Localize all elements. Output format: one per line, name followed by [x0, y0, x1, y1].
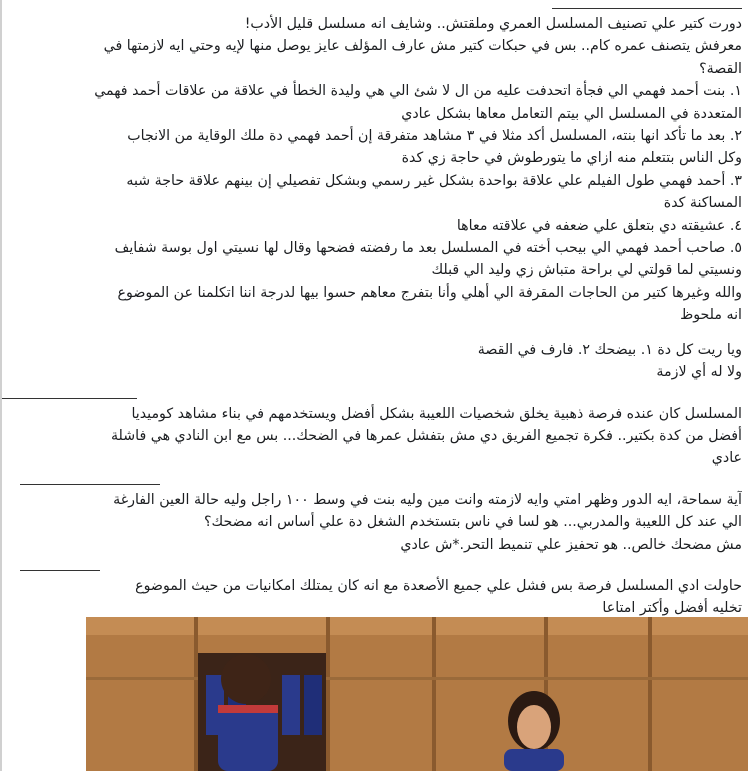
post-line: ٣. أحمد فهمي طول الفيلم علي علاقة بواحدة بشكل غير رسمي وبشكل تفصيلي إن بينهم علاقة حاجة شبه — [126, 172, 742, 189]
post-line: المساكنة كدة — [663, 195, 742, 212]
locker-room-photo — [86, 617, 748, 771]
post-line: انه ملحوظ — [680, 307, 742, 324]
post-line: ٢. بعد ما تأكد انها بنته، المسلسل أكد مثلا في ٣ مشاهد متفرقة إن أحمد فهمي دة ملك الوقاية من الانجاب — [127, 128, 742, 145]
post-line: تخليه أفضل وأكتر امتاعا — [602, 600, 742, 617]
post-section-3 — [2, 489, 750, 556]
post-line: آية سماحة، ايه الدور وظهر امتي وايه لازمته وانت مين وليه بنت في وسط ١٠٠ راجل وليه حالة العين الفارغة — [113, 491, 742, 508]
post-line: أفضل من كدة بكتير.. فكرة تجميع الفريق دي مش بتفشل عمرها في الضحك... بس مع ابن النادي هي فاشلة — [110, 427, 742, 444]
post-line: المسلسل كان عنده فرصة ذهبية يخلق شخصيات اللعيبة بشكل أفضل ويستخدمهم في بناء مشاهد كوميديا — [131, 405, 742, 422]
post-line: ونسيتي لما قولتي لي براحة متباش زي وليد الي قبلك — [431, 262, 742, 279]
man-head — [221, 654, 271, 704]
post-photo[interactable] — [86, 617, 748, 771]
top-separator — [552, 8, 742, 9]
post-line: ٥. صاحب أحمد فهمي الي بيحب أخته في المسلسل بعد ما رفضته فضحها وقال لها نسيتي اول بوسة شفايف — [114, 240, 742, 257]
post-line: معرفش يتصنف عمره كام.. بس في حبكات كتير مش عارف المؤلف عايز يوصل منها لإيه وحتي ايه لازمتها في — [103, 38, 742, 55]
post-line: والله وغيرها كتير من الحاجات المقرفة الي أهلي وأنا بتفرج معاهم حسوا بيها لدرجة اننا اتكلمنا عن الموضوع — [117, 284, 742, 301]
post-line: حاولت ادي المسلسل فرصة بس فشل علي جميع الأصعدة مع انه كان يمتلك امكانيات من حيث الموضوع — [135, 577, 742, 594]
post-line: ٤. عشيقته دي بتعلق علي ضعفه في علاقته معاها — [456, 217, 742, 234]
post-line: ولا له أي لازمة — [656, 364, 742, 381]
post-line: الي عند كل اللعيبة والمدربي... هو لسا في ناس بتستخدم الشغل دة علي أساس انه مضحك؟ — [204, 514, 742, 531]
post-section-4 — [2, 575, 750, 620]
post-section-2 — [2, 403, 750, 470]
section-separator — [20, 484, 160, 485]
post-section-1 — [2, 13, 750, 384]
post-line: دورت كتير علي تصنيف المسلسل العمري وملقتش.. وشايف انه مسلسل قليل الأدب! — [244, 16, 742, 32]
blank-line — [10, 327, 742, 339]
post-line: وكل الناس بتتعلم منه ازاي ما يتورطوش في حاجة زي كدة — [401, 150, 742, 167]
post-line: ويا ريت كل دة ١. بيضحك ٢. فارف في القصة — [477, 341, 742, 358]
post-line: المتعددة في المسلسل الي بيتم التعامل معاها بشكل عادي — [401, 105, 742, 122]
section-separator — [2, 398, 137, 399]
post-line: القصة؟ — [699, 60, 742, 77]
post-line: عادي — [711, 450, 742, 467]
post-line: ١. بنت أحمد فهمي الي فجأة اتحدفت عليه من ال لا شئ الي هي وليدة الخطأ في علاقة من علاقات أحمد فهمي — [94, 83, 742, 100]
post-line: مش مضحك خالص.. هو تحفيز علي تنميط التحر.*ش عادي — [400, 536, 742, 553]
section-separator — [20, 570, 100, 571]
